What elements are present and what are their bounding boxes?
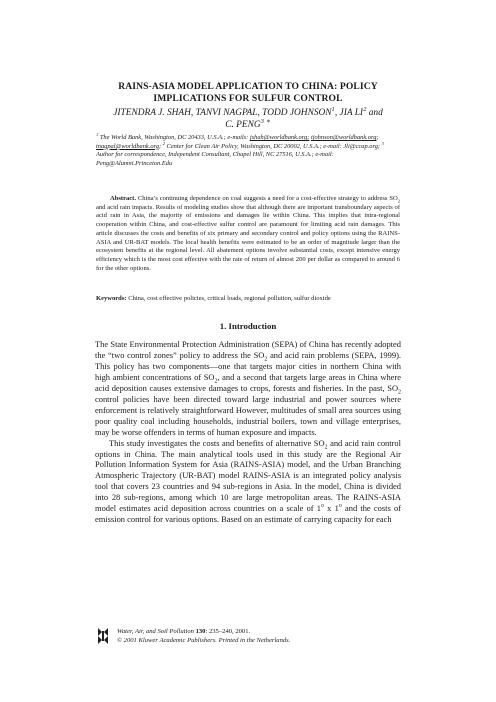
email-link-nagpal[interactable]: tnagpal@worldbank.org bbox=[96, 142, 159, 150]
journal-line-1 bbox=[117, 627, 290, 636]
journal-citation bbox=[117, 627, 290, 645]
abstract-text-1: China’s continuing dependence on coal suggests a need for a cost-effective strategy to address SO bbox=[136, 195, 398, 202]
authors-names: JITENDRA J. SHAH, TANVI NAGPAL, TODD JOHNSON bbox=[113, 108, 332, 118]
p1-sub-3: 2 bbox=[398, 389, 401, 396]
affil-mark-1: 1 bbox=[96, 131, 99, 137]
journal-volume: 130 bbox=[193, 628, 206, 635]
paragraph-2 bbox=[95, 438, 401, 526]
p1-text-b: and acid rain problems (SEPA, 1999). This policy has two components—one that targets major cities in northern China with high ambient concentrations of SO bbox=[95, 349, 401, 382]
affil-3-text: Author for correspondence, Independent Consultant, Chapel Hill, NC 27516, U.S.A.; e-mail: Peng@Alumni.Princeton.Edu bbox=[96, 151, 334, 168]
author-sup-johnson: 1 bbox=[331, 105, 335, 113]
p1-text-d: control policies have been directed toward large industrial and power sources where enforcement is relatively straightforward However, multitudes of small area sources using poor quality coal including households, industrial boilers, town and village enterprises, may be worse offenders in terms of human exposure and impacts. bbox=[95, 393, 401, 437]
p2-text-a: This study investigates the costs and benefits of alternative SO bbox=[109, 437, 325, 448]
author-list bbox=[60, 107, 436, 131]
title-line-1: RAINS-ASIA MODEL APPLICATION TO CHINA: POLICY bbox=[118, 81, 378, 92]
keywords-label: Keywords: bbox=[96, 295, 127, 302]
keywords bbox=[96, 295, 400, 304]
author-sup-li: 2 bbox=[363, 105, 367, 113]
paragraph-1 bbox=[95, 339, 401, 438]
p1-text-a: The State Environmental Protection Administration (SEPA) of China has recently adopted the “two control zones” policy to address the SO bbox=[95, 339, 401, 360]
abstract-text-2: and acid rain impacts. Results of modeling studies show that although there are important transboundary aspects of acid rain in Asia, the majority of emissions and damages lie within China. This implies that intra-regional cooperation within China, and cost-effective sulfur control are paramount for limiting acid rain damages. This article discusses the costs and benefits of six primary and secondary control and policy options using the RAINS-ASIA and UR-BAT models. The local health benefits were estimated to be an order of magnitude larger than the ecosystem benefits at the regional level. All abatement options involve substantial costs, except intensive energy efficiency which is the most cost effective with the rate of return of almost 200 per dollar as compared to around 6 for the other options. bbox=[96, 203, 400, 272]
abstract-sub: 2 bbox=[397, 198, 400, 204]
affil-1-text: The World Bank, Washington, DC 20433, U.S.A.; e-mails: bbox=[98, 134, 250, 141]
authors-line-1 bbox=[60, 107, 436, 119]
title-line-2: IMPLICATIONS FOR SULFUR CONTROL bbox=[153, 93, 343, 104]
p2-degree-1: o bbox=[321, 503, 324, 510]
authors-line-2 bbox=[60, 119, 436, 131]
p1-sub-2: 2 bbox=[214, 378, 218, 385]
p2-text-c: x 1 bbox=[323, 503, 339, 514]
authors-and: and bbox=[366, 108, 383, 118]
copyright-line: © 2001 Kluwer Academic Publishers. Printed in the Netherlands. bbox=[117, 637, 291, 644]
p2-text-d: and the costs of emission control for various options. Based on an estimate of carrying capacity for each bbox=[95, 503, 401, 525]
author-sup-star: ∗ bbox=[266, 117, 271, 125]
keywords-text: China, cost effective policies, critical loads, regional pollution, sulfur dioxide bbox=[126, 295, 331, 302]
p1-sub-1: 2 bbox=[264, 356, 268, 363]
affiliations bbox=[96, 131, 400, 169]
affil-mark-3: 3 bbox=[381, 140, 384, 146]
p1-text-c: , and a second that targets large areas in China where acid deposition causes extensive damages to crops, forests and fisheries. In the past, SO bbox=[95, 371, 401, 393]
abstract-label: Abstract. bbox=[110, 195, 136, 202]
publisher-logo-icon bbox=[96, 627, 110, 645]
p2-degree-2: o bbox=[338, 503, 342, 510]
journal-footer bbox=[96, 627, 396, 649]
section-heading: 1. Introduction bbox=[219, 321, 277, 331]
p2-text-b: and acid rain control options in China. The main analytical tools used in this study are the Regional Air Pollution Information System for Asia (RAINS-ASIA) model, and the Urban Branching Atmospheric Trajectory (UR-BAT) model RAINS-ASIA is an integrated policy analysis tool that covers 23 countries and 94 sub-regions in Asia. In the model, China is divided into 28 sub-regions, among which 10 are large metropolitan areas. The RAINS-ASIA model estimates acid deposition across countries on a scale of 1 bbox=[95, 437, 401, 514]
affil-2-sep: ; bbox=[158, 142, 163, 150]
body-text bbox=[95, 339, 401, 525]
journal-pages: : 235–240, 2001. bbox=[205, 628, 251, 635]
email-separator: ; bbox=[376, 134, 379, 141]
journal-name: Water, Air, and Soil Pollution bbox=[117, 628, 194, 635]
author-li: , JIA LI bbox=[334, 108, 364, 118]
abstract bbox=[96, 195, 400, 273]
p2-sub-1: 2 bbox=[324, 444, 328, 451]
author-peng: C. PENG bbox=[225, 120, 261, 130]
author-sup-peng: 3 bbox=[260, 117, 264, 125]
paper-title bbox=[0, 81, 496, 105]
email-link-shah[interactable]: jshah@worldbank.org; bbox=[249, 134, 310, 141]
affil-mark-2: 2 bbox=[162, 140, 165, 146]
email-link-johnson[interactable]: tjohnson@worldbank.org bbox=[310, 134, 377, 141]
affil-2-text: Center for Clean Air Policy, Washington, DC 20002, U.S.A.; e-mail: Jli@ccap.org; bbox=[164, 142, 382, 150]
